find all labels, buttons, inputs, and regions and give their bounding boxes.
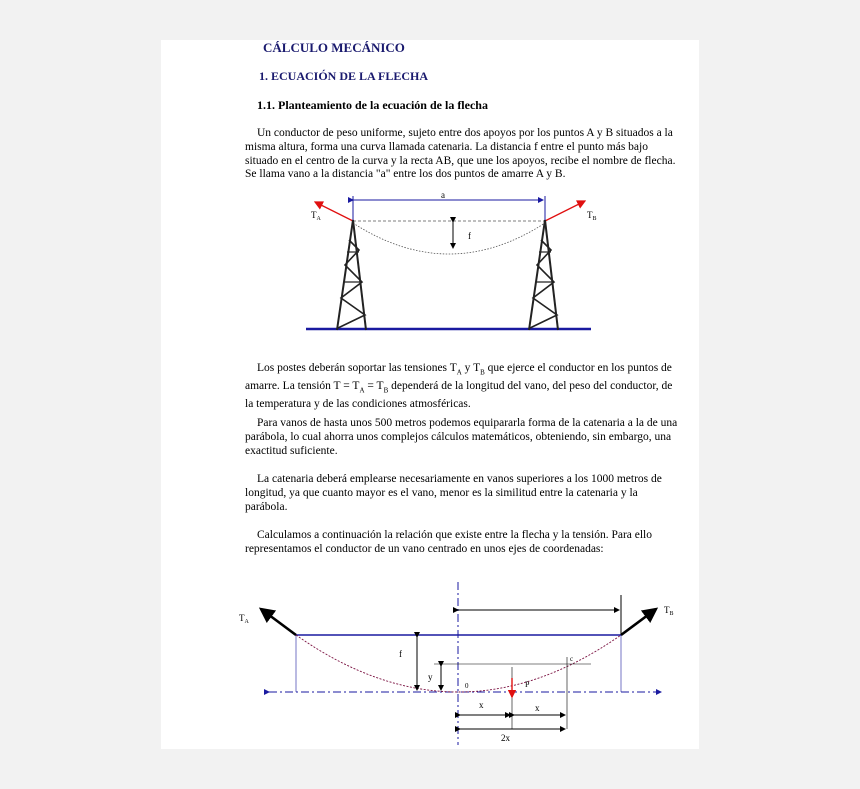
y-label: y: [428, 672, 433, 682]
paragraph-line: situado en el centro de la curva y la recta AB, que une los apoyos, recibe el nombre de flecha.: [245, 154, 676, 167]
point-c-label: c: [570, 655, 574, 663]
section-heading: 1. ECUACIÓN DE LA FLECHA: [259, 69, 429, 83]
page-title: CÁLCULO MECÁNICO: [263, 40, 405, 55]
tower-right: [529, 220, 558, 330]
paragraph-line: exactitud suficiente.: [245, 444, 338, 457]
paragraph-line: representamos el conductor de un vano centrado en unos ejes de coordenadas:: [245, 542, 604, 555]
x-label-right: x: [535, 703, 540, 713]
paragraph-line: Un conductor de peso uniforme, sujeto entre dos apoyos por los puntos A y B situados a la: [257, 127, 673, 139]
paragraph-line: Los postes deberán soportar las tensiones $T_A$ y $T_B$ que ejerce el conductor en los puntos de: [257, 362, 672, 377]
tension-arrow-b: [621, 609, 656, 635]
origin-label: 0: [465, 682, 469, 690]
paragraph-line: parábola, lo cual ahorra unos complejos cálculos matemáticos, obteniendo, sin embargo, una: [245, 430, 672, 443]
paragraph-tensions: [245, 362, 699, 412]
tension-b-label: $T_B$: [587, 210, 597, 222]
paragraph-line: Para vanos de hasta unos 500 metros podemos equipararla forma de la catenaria a la de una: [257, 417, 678, 429]
paragraph-calculation: [245, 529, 699, 557]
subsection-heading: 1.1. Planteamiento de la ecuación de la flecha: [257, 98, 488, 112]
x-label-left: x: [479, 700, 484, 710]
catenary-curve: [353, 223, 545, 254]
paragraph-catenary: [245, 473, 699, 514]
figure-towers: [301, 190, 601, 335]
sag-label: f: [399, 649, 402, 659]
paragraph-line: longitud, ya que cuanto mayor es el vano, menor es la similitud entre la catenaria y la: [245, 486, 638, 499]
sag-label: f: [468, 231, 471, 241]
tension-arrow-b: [545, 201, 585, 221]
paragraph-line: la temperatura y de las condiciones atmosféricas.: [245, 398, 471, 411]
document-page: [161, 40, 699, 749]
paragraph-line: amarre. La tensión $T = T_A = T_B$ dependerá de la longitud del vano, del peso del conductor, de: [245, 380, 673, 395]
paragraph-line: misma altura, forma una curva llamada catenaria. La distancia f entre el punto más bajo: [245, 140, 648, 153]
paragraph-line: Se llama vano a la distancia "a" entre los dos puntos de amarre A y B.: [245, 168, 566, 181]
tower-left: [337, 220, 366, 330]
tension-a-label: $T_A$: [311, 210, 321, 222]
tension-arrow-a: [261, 609, 296, 635]
paragraph-parabola: [245, 417, 699, 458]
double-x-label: 2x: [501, 733, 510, 743]
paragraph-line: parábola.: [245, 500, 288, 513]
point-p-label: P: [525, 680, 530, 689]
paragraph-line: La catenaria deberá emplearse necesariamente en vanos superiores a los 1000 metros de: [257, 473, 662, 485]
paragraph-line: Calculamos a continuación la relación que existe entre la flecha y la tensión. Para ello: [257, 529, 652, 541]
tension-a-label: $T_A$: [239, 613, 249, 625]
tension-b-label: $T_B$: [664, 605, 674, 617]
figure-coordinates: [231, 577, 674, 747]
span-label: a: [441, 190, 445, 200]
paragraph-intro: [245, 127, 699, 182]
